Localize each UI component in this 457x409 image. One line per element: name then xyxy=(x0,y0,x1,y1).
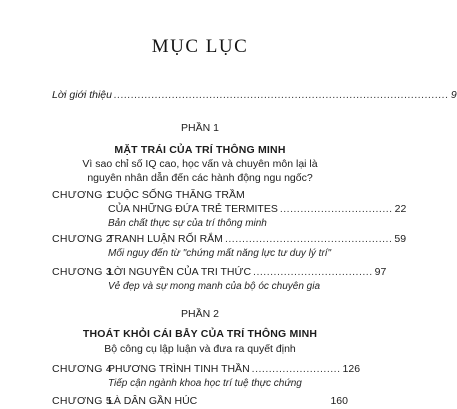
ch1-page: 22 xyxy=(394,203,407,215)
ch3-title-line xyxy=(108,265,387,280)
part1-label: PHẦN 1 xyxy=(181,122,219,134)
leader-dots: .................................................................................................. xyxy=(113,89,449,101)
ch5-title-line xyxy=(108,394,348,409)
part2-title: THOÁT KHỎI CÁI BẪY CỦA TRÍ THÔNG MINH xyxy=(82,328,318,340)
leader-dots: ................................................. xyxy=(224,233,393,245)
ch5-number: CHƯƠNG 5 xyxy=(52,395,113,407)
leader-dots: .......................... xyxy=(251,363,341,375)
part1-subtitle-2: nguyên nhân dẫn đến các hành động ngu ngốc? xyxy=(87,172,313,184)
ch5-page: 160 xyxy=(330,395,348,407)
ch1-title-2: CỦA NHỮNG ĐỨA TRẺ TERMITES xyxy=(108,203,278,215)
part1-title: MẶT TRÁI CỦA TRÍ THÔNG MINH xyxy=(114,144,286,156)
ch5-title: LÀ DÂN GẦN HÚC xyxy=(108,395,198,407)
ch4-title: PHƯƠNG TRÌNH TINH THẦN xyxy=(108,363,250,375)
ch2-page: 59 xyxy=(394,233,407,245)
intro-label: Lời giới thiệu xyxy=(52,89,112,101)
part2-label: PHẦN 2 xyxy=(181,308,219,320)
ch1-title-1: CUỘC SỐNG THĂNG TRẦM xyxy=(108,189,245,201)
part2-subtitle: Bộ công cụ lập luận và đưa ra quyết định xyxy=(104,343,296,355)
leader-dots: ................................... xyxy=(253,266,373,278)
leader-dots: ................................. xyxy=(279,203,393,215)
ch1-subtitle: Bản chất thực sự của trí thông minh xyxy=(108,218,267,229)
ch4-number: CHƯƠNG 4 xyxy=(52,363,113,375)
ch3-subtitle: Vẻ đẹp và sự mong manh của bộ óc chuyên gia xyxy=(108,281,321,292)
ch4-subtitle: Tiếp cận ngành khoa học trí tuệ thực chứng xyxy=(108,378,302,389)
ch2-title: TRANH LUẬN RỐI RẮM xyxy=(108,233,223,245)
part1-subtitle-1: Vì sao chỉ số IQ cao, học vấn và chuyên môn lại là xyxy=(82,158,318,170)
ch2-subtitle: Mối nguy đến từ "chứng mất năng lực tư duy lý trí" xyxy=(108,248,332,259)
ch1-title-line1 xyxy=(108,188,348,203)
intro-page: 9 xyxy=(450,89,457,101)
ch1-title-line2 xyxy=(108,202,407,217)
toc-heading: MỤC LỤC xyxy=(151,36,249,57)
ch4-page: 126 xyxy=(342,363,361,375)
ch4-title-line xyxy=(108,362,361,377)
ch3-page: 97 xyxy=(374,266,387,278)
ch3-number: CHƯƠNG 3 xyxy=(52,266,113,278)
toc-entry-intro[interactable] xyxy=(52,88,457,103)
ch2-title-line xyxy=(108,232,407,247)
ch1-number: CHƯƠNG 1 xyxy=(52,189,113,201)
ch2-number: CHƯƠNG 2 xyxy=(52,233,113,245)
ch3-title: LỜI NGUYỀN CỦA TRI THỨC xyxy=(108,266,252,278)
